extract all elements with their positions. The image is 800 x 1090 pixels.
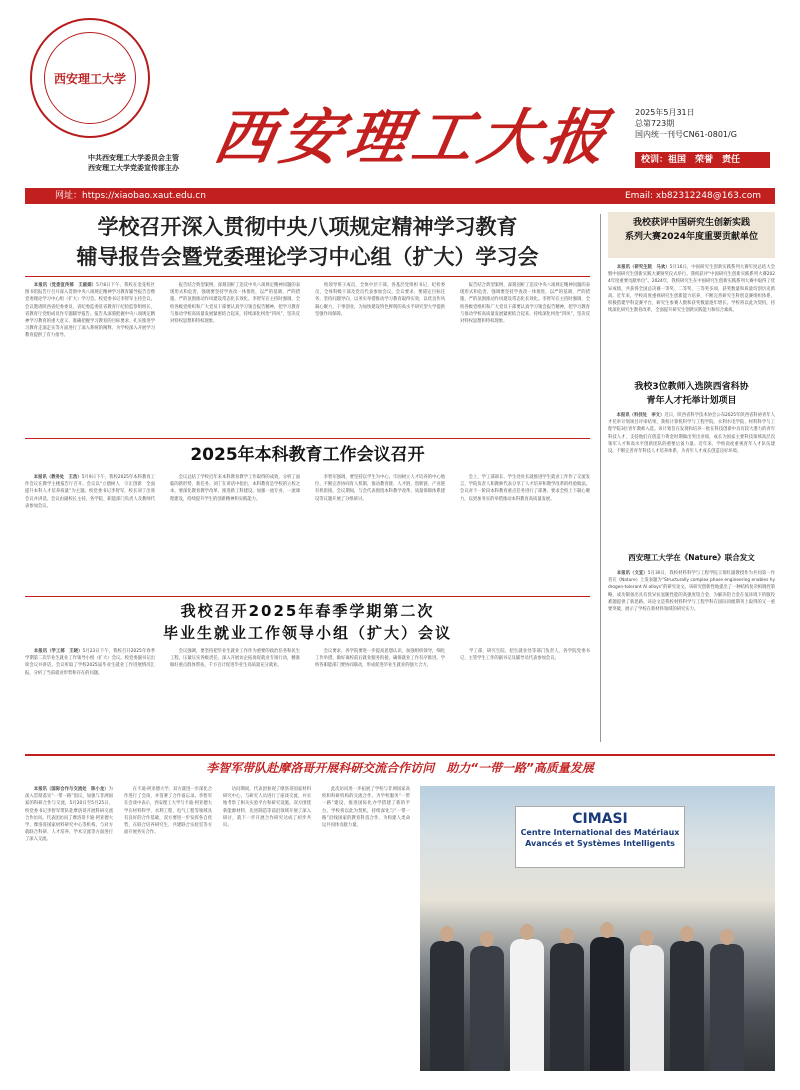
jobs-col-4: 学工部、研究生院、招生就业处等部门负责人，各学院党委书记、主管学生工作的副书记及辅导员代表参加会议。	[460, 649, 590, 662]
issue-date: 2025年5月31日	[635, 108, 695, 117]
person-head	[560, 928, 574, 944]
issue-cn: 国内统一刊号CN61-0801/G	[635, 130, 737, 139]
edu-byline: 本报讯（教务处 王浩）	[33, 475, 82, 480]
jobs-byline: 本报讯（学工部 王晓）	[33, 649, 83, 654]
side-a3-body	[608, 570, 775, 735]
person-head	[640, 930, 654, 946]
lead-col-2: 报告结合典型案例，深刻剖析了违反中央八项规定精神问题的表现形式和危害，强调要坚持学查改一体推进，以严的基调、严的措施、严的氛围推动作风建设常态化长效化。李智军在主持时强调，全校各级党组织和广大党员干部要认真学习领会报告精神，把学习教育与推动学校高质量发展紧密结合起来，持续深化纠治“四风”，坚决反对特权思想和特权现象。	[170, 283, 300, 325]
side-a1-text: 5月16日，中国研究生创新实践系列大赛年度总结大会暨中国研究生创新实践大赛颁奖仪式举行。我校获评“中国研究生创新实践系列大赛2024年度重要贡献单位”。2024年，我校研究生在中国研究生创新实践系列大赛中取得了优异成绩，共获得全国总决赛一等奖、二等奖、三等奖多项，获奖数量和质量均创历史新高。近年来，学校高度重视研究生创新能力培养，不断完善研究生科创竞赛组织体系，积极搭建学科竞赛平台，研究生参赛人数和获奖数量逐年增长。学校将以此为契机，持续深化研究生教育改革，全面提升研究生创新实践能力和综合素质。	[608, 265, 775, 314]
school-motto: 校训：祖国 荣誉 责任	[635, 152, 770, 168]
newspaper-title: 西安理工大报	[208, 103, 618, 173]
side-a3-byline: 本报讯（文宣）	[616, 571, 648, 576]
sponsor-line-1: 中共西安理工大学委员会主管	[88, 154, 179, 162]
sponsor-info	[88, 153, 179, 173]
belt-col-3: 访问期间，代表团参观了摩洛哥国家材料研究中心，与研究人员进行了座谈交流，并实地考察了相关实验平台和研究设施。双方围绕新能源材料、先进制造等前沿领域开展了深入研讨，就下一步开展合作研究达成了初步共识。	[223, 787, 311, 829]
side-a1-headline	[608, 216, 775, 244]
person-figure	[710, 944, 744, 1071]
jobs-col-1-text: 5月23日下午，我校召开2025年春季学期第二次毕业生就业工作领导小组（扩大）会议。校党委副书记出席会议并讲话。会议听取了学校2025届毕业生就业工作进展情况汇报，分析了当前就业形势和存在的问题。	[25, 649, 155, 676]
side-a2-headline-line-2: 青年人才托举计划项目	[646, 396, 737, 406]
person-head	[600, 922, 614, 938]
lead-col-4: 报告结合典型案例，深刻剖析了违反中央八项规定精神问题的表现形式和危害，强调要坚持学查改一体推进，以严的基调、严的措施、严的氛围推动作风建设常态化长效化。李智军在主持时强调，全校各级党组织和广大党员干部要认真学习领会报告精神，把学习教育与推动学校高质量发展紧密结合起来，持续深化纠治“四风”，坚决反对特权思想和特权现象。	[460, 283, 590, 325]
cimasi-sign-title: CIMASI	[572, 811, 628, 827]
jobs-col-3: 会议要求，各学院要进一步提高思想认识，加强组织领导，细化工作举措，做好离校前后就业服务衔接，确保就业工作有序推进。学校各职能部门要协同联动，形成促进毕业生就业的强大合力。	[315, 649, 445, 669]
email-link[interactable]: Email: xb82312248@163.com	[625, 191, 761, 201]
edu-col-3: 李智军强调，要坚持以学生为中心，牢固树立人才培养的中心地位，不断完善协同育人机制，推动教育链、人才链、创新链、产业链有机衔接。会议期间，与会代表围绕本科教学改革、质量保障体系建设等议题开展了分组研讨。	[315, 475, 445, 502]
belt-col-1	[25, 786, 113, 1071]
side-a1-headline-line-2: 系列大赛2024年度重要贡献单位	[624, 232, 759, 242]
school-logo	[30, 18, 150, 138]
cimasi-sign	[515, 806, 685, 868]
contact-bar	[25, 188, 775, 204]
person-figure	[670, 941, 704, 1071]
belt-col-2: 在卡迪·阿亚德大学，双方就进一步深化合作进行了会谈，并签署了合作备忘录。李智军在会谈中表示，西安理工大学与卡迪·阿亚德大学在材料科学、水利工程、电气工程等领域具有良好的合作基础，双方要进一步发挥各自优势，在联合培养研究生、共建联合实验室等方面开展务实合作。	[124, 787, 212, 836]
person-figure	[430, 941, 464, 1071]
cimasi-sign-subtitle: Centre International des Matériaux Avancés et Systèmes Intelligents	[520, 828, 680, 848]
lead-headline-line-2: 辅导报告会暨党委理论学习中心组（扩大）学习会	[76, 245, 539, 269]
side-a3-text: 5月30日，我校材料科学与工程学院王瑞红副教授作为共同第一作者在《Nature》上发表题为“Structurally complex phase engineering enables hydrogen-tolerant Al alloys”的研究论文。该研究创新性地提出了一种结构复杂相调控策略，成功制备出具有优异抗氢脆性能的高强度铝合金，为解决铝合金在氢环境下的服役难题提供了新思路。该论文是我校材料科学与工程学科在国际顶级期刊上取得的又一重要突破，展示了学校在新材料领域的研究实力。	[608, 571, 775, 613]
website-link[interactable]: 网址：https://xiaobao.xaut.edu.cn	[55, 191, 206, 201]
edu-col-1-text: 5月9日下午，我校2025年本科教育工作会议在教学主楼报告厅召开。会议以“立德树人 守正创新 全面提升本科人才培养质量”为主题。校党委书记李智军，校长刘丁出席会议并讲话。会议由副校长主持。各学院、职能部门负责人及教师代表参加会议。	[25, 475, 155, 509]
lead-headline	[25, 212, 590, 272]
jobs-col-1	[25, 648, 155, 748]
lead-col-1-text: 5月8日下午，我校在金花校区图书馆报告厅召开深入贯彻中央八项规定精神学习教育辅导报告会暨党委理论学习中心组（扩大）学习会。校党委书记李智军主持会议。会议邀请陕西省纪委委员、省纪委监委驻省教育厅纪检监察组组长、省教育厅党组成员作专题辅导报告。报告从深刻把握中央八项规定精神学习教育的重大意义、准确把握学习教育的目标要求、扎实推进学习教育走深走实等方面进行了深入系统的阐释，为学校深入开展学习教育提供了有力指导。	[25, 283, 155, 339]
edu-col-4: 会上，学工部部长、学生处处长就推进学生就业工作作了交流发言，学院负责人和教师代表分享了人才培养和教学改革的经验做法。会议对下一阶段本科教育重点任务进行了部署，要求全校上下凝心聚力，以更加务实的举措推动本科教育高质量发展。	[460, 475, 590, 502]
belt-col-1-text: 为深入贯彻落实“一带一路”倡议，加强与非洲国家的科研合作与交流，5月20日至5月25日，校党委书记李智军带队赴摩洛哥开展科研交流合作访问。代表团访问了摩洛哥卡迪·阿亚德大学、摩洛哥国家材料研究中心等机构，与对方就联合科研、人才培养、学术交流等方面进行了深入交流。	[25, 787, 113, 843]
lead-article	[25, 282, 590, 432]
person-head	[440, 926, 454, 942]
side-a1-headline-line-1: 我校获评中国研究生创新实践	[632, 218, 750, 228]
person-figure	[550, 943, 584, 1071]
side-a2-headline-line-1: 我校3位教师入选陕西省科协	[634, 382, 749, 392]
edu-headline: 2025年本科教育工作会议召开	[190, 445, 425, 465]
jobs-headline	[25, 600, 590, 644]
side-a1-byline: 本报讯（研究生院 马欢）	[616, 265, 670, 270]
person-head	[680, 926, 694, 942]
person-figure	[470, 946, 504, 1071]
belt-article	[25, 786, 410, 1071]
belt-rule-top	[25, 754, 775, 756]
lead-rule	[25, 276, 590, 277]
side-a2-text: 近日，陕西省科学技术协会公布2025年陕西省科协青年人才托举计划项目评审结果，我校计算机科学与工程学院、水利水电学院、材料科学与工程学院3位青年教师入选。该计划旨在发现和培养一批在科技创新中具有较大潜力的青年科技人才，支持他们在创造力黄金时期做出突出业绩，成长为国家主要科技领域高层次领军人才和高水平创新团队的重要后备力量。近年来，学校高度重视青年人才队伍建设，不断完善青年科技人才培养体系，为青年人才成长创造良好环境。	[608, 413, 775, 455]
person-head	[480, 931, 494, 947]
edu-article	[25, 474, 590, 592]
lead-byline: 本报讯（党委宣传部 王淑娟）	[33, 283, 97, 288]
jobs-headline-line-2: 毕业生就业工作领导小组（扩大）会议	[162, 624, 452, 642]
side-a1-body	[608, 264, 775, 374]
sponsor-line-2: 西安理工大学党委宣传部主办	[88, 164, 179, 172]
edu-col-2: 会议总结了学校近年来本科教育教学工作取得的成效，分析了面临的新形势、新任务。刘丁在讲话中指出，本科教育是学校的立校之本，要深化教育教学改革，推进新工科建设，加强一流专业、一流课程建设，持续提升学生的创新精神和实践能力。	[170, 475, 300, 502]
person-figure	[510, 939, 544, 1071]
lead-col-1	[25, 282, 155, 432]
logo-text: 西安理工大学	[44, 32, 136, 124]
issue-number: 总第723期	[635, 119, 675, 128]
belt-col-4: 此次访问进一步拓展了学校与非洲国家高校和科研机构的交流合作，为学校服务“一带一路”建设、推进国际化办学搭建了新的平台。学校将以此为契机，持续深化与“一带一路”沿线国家的教育科技合作，为构建人类命运共同体贡献力量。	[322, 787, 410, 829]
jobs-col-2: 会议强调，要坚持把毕业生就业工作作为重要的政治任务和民生工程，压紧压实各级责任，深入开展访企拓岗促就业专项行动，精准做好重点群体帮扶，千方百计促进毕业生高质量充分就业。	[170, 649, 300, 669]
lead-col-3: 校领导班子成员，全体中层干部，各基层党组织书记、纪检委员，全体科级干部及党员代表参加会议。会议要求，要锚定目标任务，坚持问题导向，以务实举措推动学习教育取得实效，以优良作风凝心聚力、干事创业，为加快建设特色鲜明的高水平研究型大学提供坚强作风保障。	[315, 283, 445, 317]
lead-headline-line-1: 学校召开深入贯彻中央八项规定精神学习教育	[97, 215, 518, 239]
person-figure	[630, 945, 664, 1071]
edu-col-1	[25, 474, 155, 592]
person-head	[720, 929, 734, 945]
sidebar	[608, 212, 775, 744]
sidebar-divider	[600, 214, 601, 742]
delegation-photo	[420, 786, 775, 1071]
person-figure	[590, 937, 624, 1071]
side-a2-body	[608, 412, 775, 542]
belt-headline: 李智军带队赴摩洛哥开展科研交流合作访问 助力“一带一路”高质量发展	[206, 761, 594, 775]
belt-byline: 本报讯（国际合作与交流处 陈小龙）	[33, 787, 109, 792]
jobs-rule-top	[25, 596, 590, 597]
issue-info	[635, 107, 737, 140]
edu-rule-top	[25, 438, 590, 439]
jobs-article	[25, 648, 590, 748]
jobs-headline-line-1: 我校召开2025年春季学期第二次	[180, 602, 435, 620]
side-a2-headline	[608, 380, 775, 408]
person-head	[520, 924, 534, 940]
side-a3-headline: 西安理工大学在《Nature》联合发文	[628, 553, 755, 562]
side-a2-byline: 本报讯（科技处 李文）	[616, 413, 665, 418]
